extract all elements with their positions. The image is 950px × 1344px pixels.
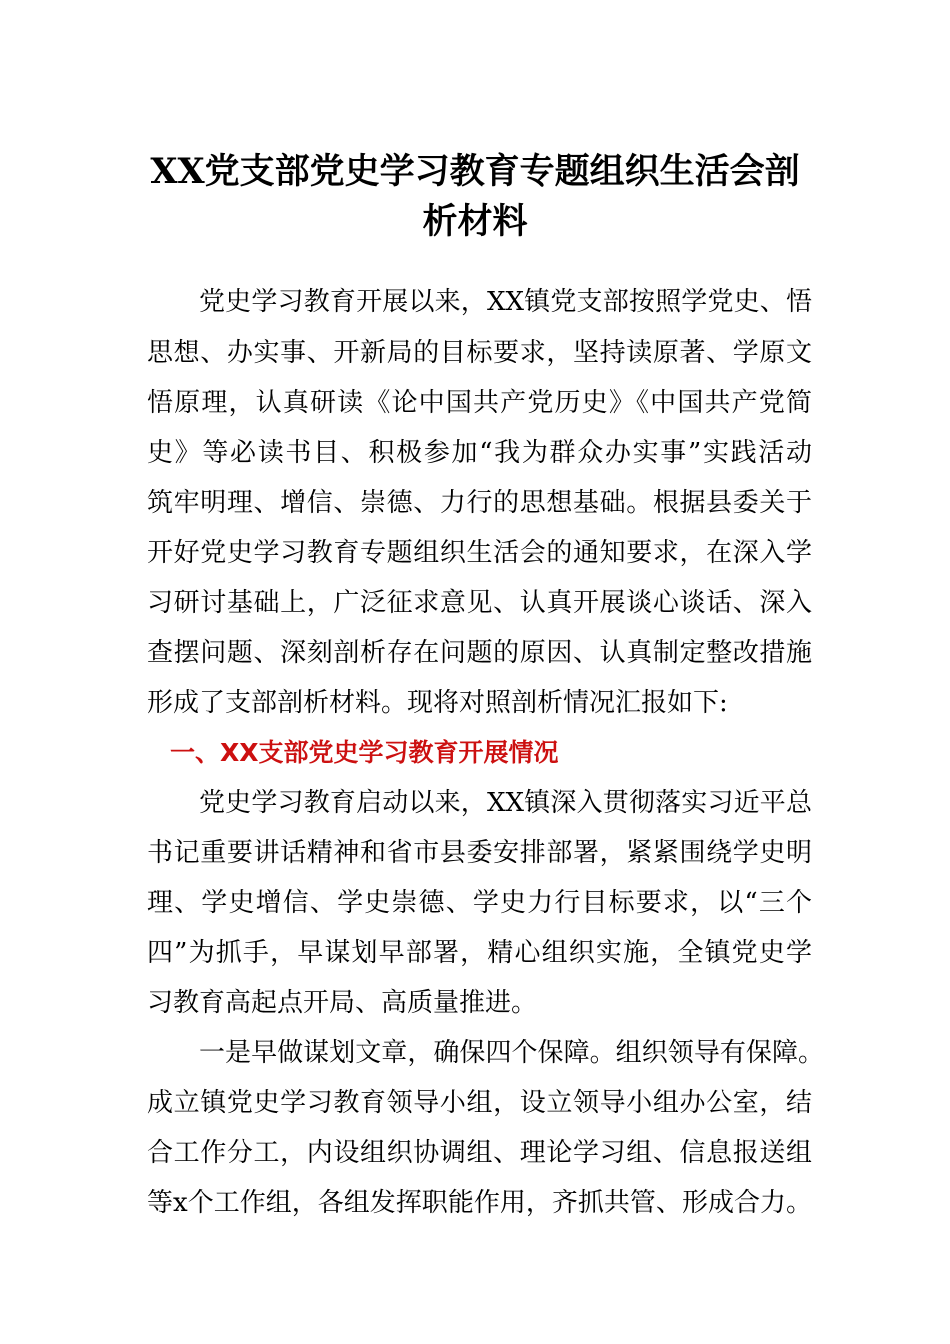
section-heading: 一、XX支部党史学习教育开展情况 xyxy=(170,738,559,767)
intro-line: 习研讨基础上，广泛征求意见、认真开展谈心谈话、深入 xyxy=(147,588,812,618)
intro-line: 史》等必读书目、积极参加“我为群众办实事”实践活动 xyxy=(147,438,812,468)
intro-line: 思想、办实事、开新局的目标要求，坚持读原著、学原文 xyxy=(147,338,812,368)
intro-line: 筑牢明理、增信、崇德、力行的思想基础。根据县委关于 xyxy=(147,488,812,518)
intro-line: 形成了支部剖析材料。现将对照剖析情况汇报如下: xyxy=(147,688,728,718)
intro-line: 开好党史学习教育专题组织生活会的通知要求，在深入学 xyxy=(147,538,812,568)
intro-line: 党史学习教育开展以来，XX镇党支部按照学党史、悟 xyxy=(199,287,812,317)
document-title-line-1: XX党支部党史学习教育专题组织生活会剖 xyxy=(150,151,800,192)
section1-para2-line: 等x个工作组，各组发挥职能作用，齐抓共管、形成合力。 xyxy=(147,1188,812,1218)
intro-line: 悟原理，认真研读《论中国共产党历史》《中国共产党简 xyxy=(147,388,812,418)
section1-para2-line: 一是早做谋划文章，确保四个保障。组织领导有保障。 xyxy=(199,1038,824,1068)
document-title-line-2: 析材料 xyxy=(422,201,528,242)
section1-para1-line: 党史学习教育启动以来，XX镇深入贯彻落实习近平总 xyxy=(199,788,812,818)
section1-para1-line: 书记重要讲话精神和省市县委安排部署，紧紧围绕学史明 xyxy=(147,838,812,868)
section1-para1-line: 习教育高起点开局、高质量推进。 xyxy=(147,988,538,1018)
section1-para2-line: 成立镇党史学习教育领导小组，设立领导小组办公室，结 xyxy=(147,1088,812,1118)
section1-para1-line: 理、学史增信、学史崇德、学史力行目标要求，以“三个 xyxy=(147,888,812,918)
section1-para1-line: 四”为抓手，早谋划早部署，精心组织实施，全镇党史学 xyxy=(147,938,812,968)
section1-para2-line: 合工作分工，内设组织协调组、理论学习组、信息报送组 xyxy=(147,1138,812,1168)
intro-line: 查摆问题、深刻剖析存在问题的原因、认真制定整改措施 xyxy=(147,638,812,668)
